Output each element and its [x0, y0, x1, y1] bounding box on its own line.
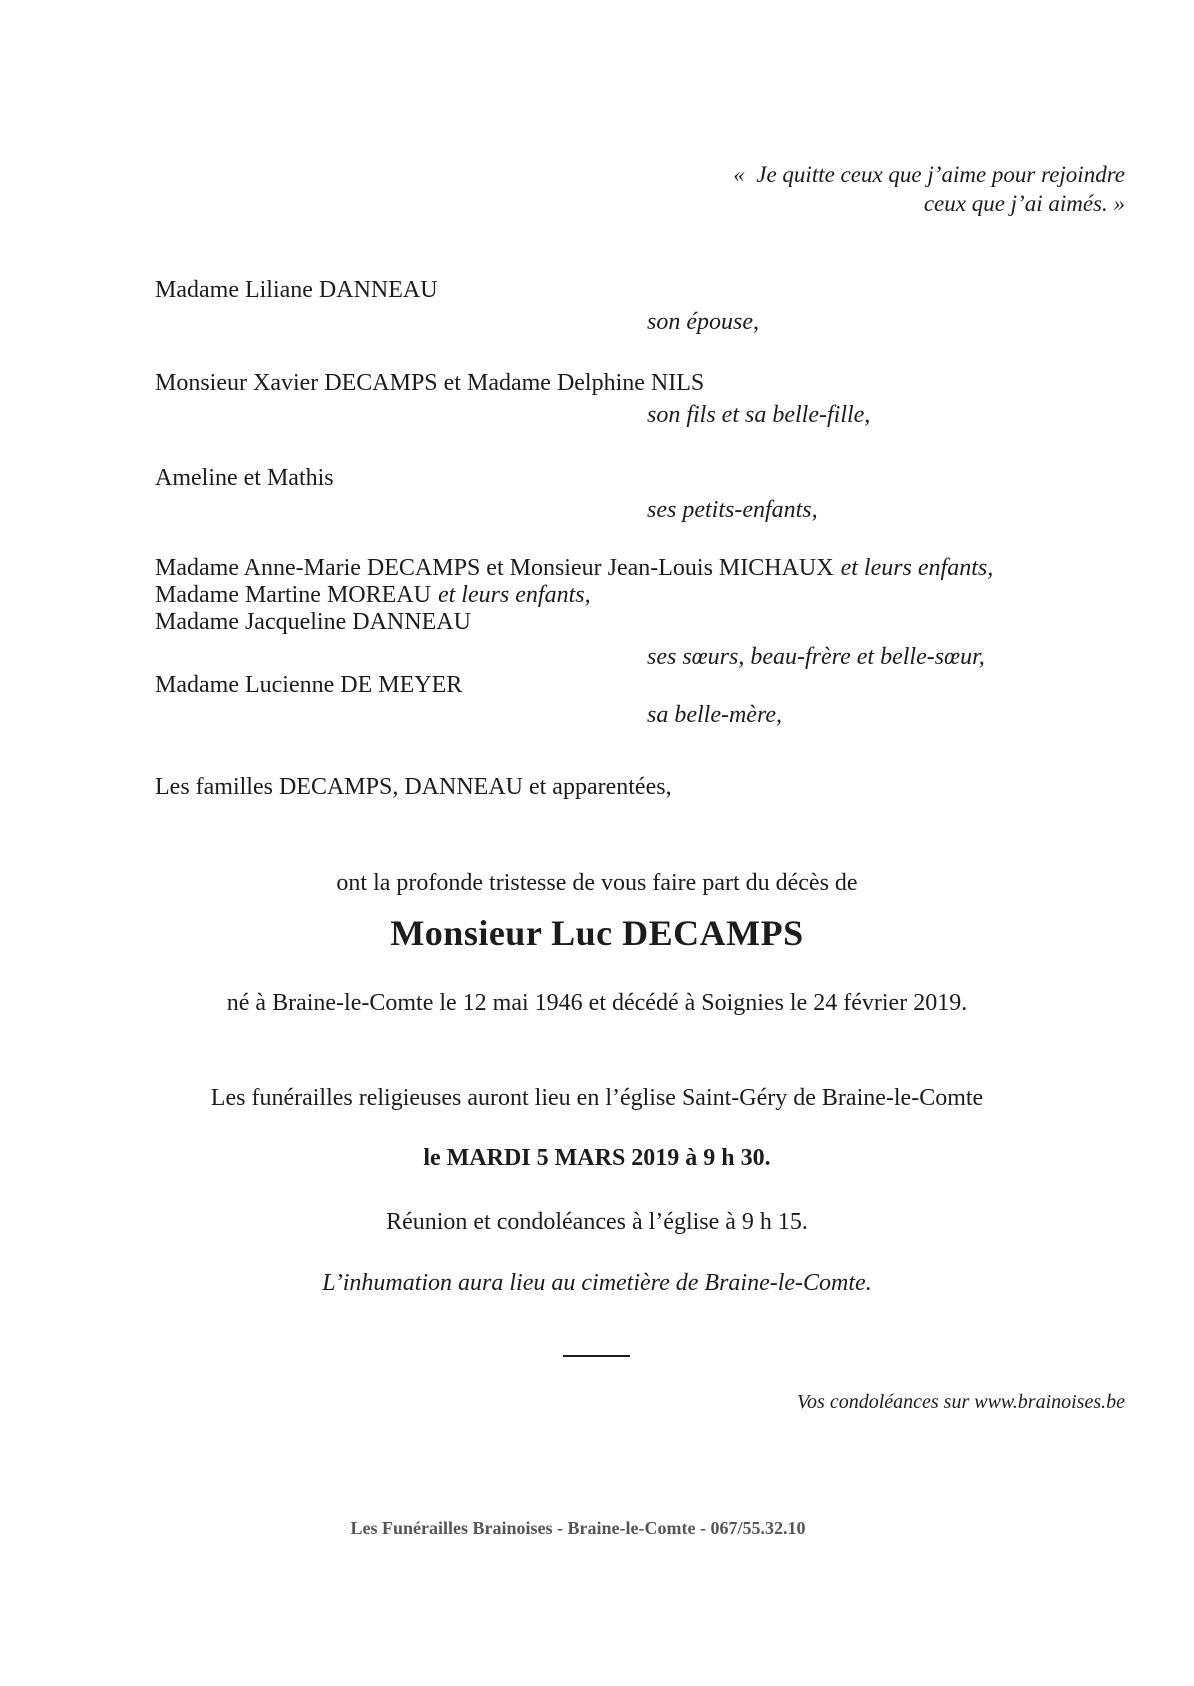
- family-member-sister-1: [155, 555, 993, 582]
- ceremony-church-line: Les funérailles religieuses auront lieu en l’église Saint-Géry de Braine-le-Comte: [210, 1085, 984, 1111]
- life-dates: né à Braine-le-Comte le 12 mai 1946 et décédé à Soignies le 24 février 2019.: [226, 990, 968, 1016]
- relation-son: son fils et sa belle-fille,: [647, 402, 871, 428]
- family-member-son: Monsieur Xavier DECAMPS et Madame Delphine NILS: [155, 370, 705, 396]
- memorial-quote: [733, 160, 1125, 218]
- relation-grandchildren: ses petits-enfants,: [647, 497, 818, 523]
- section-divider-rule: [563, 1355, 630, 1357]
- announcement-intro: ont la profonde tristesse de vous faire part du décès de: [336, 870, 858, 896]
- ceremony-meeting-line: Réunion et condoléances à l’église à 9 h 15.: [386, 1209, 808, 1235]
- family-member-spouse: Madame Liliane DANNEAU: [155, 277, 438, 303]
- funeral-home-footer: Les Funérailles Brainoises - Braine-le-Comte - 067/55.32.10: [350, 1518, 806, 1538]
- family-member-suffix: et leurs enfants,: [840, 555, 994, 581]
- family-member-sister-3: Madame Jacqueline DANNEAU: [155, 609, 471, 635]
- families-line: Les familles DECAMPS, DANNEAU et apparentées,: [155, 774, 672, 800]
- family-member-grandchildren: Ameline et Mathis: [155, 465, 334, 491]
- ceremony-burial-line: L’inhumation aura lieu au cimetière de Braine-le-Comte.: [322, 1270, 872, 1296]
- deceased-name: Monsieur Luc DECAMPS: [390, 913, 804, 953]
- condolences-note: Vos condoléances sur www.brainoises.be: [797, 1391, 1125, 1413]
- relation-spouse: son épouse,: [647, 309, 759, 335]
- family-member-name: Madame Martine MOREAU: [155, 582, 431, 608]
- relation-sisters: ses sœurs, beau-frère et belle-sœur,: [647, 644, 985, 670]
- relation-mother-in-law: sa belle-mère,: [647, 702, 783, 728]
- family-member-mother-in-law: Madame Lucienne DE MEYER: [155, 672, 463, 698]
- family-member-sister-2: [155, 582, 591, 609]
- ceremony-date-line: le MARDI 5 MARS 2019 à 9 h 30.: [423, 1145, 771, 1171]
- family-member-suffix: et leurs enfants,: [437, 582, 591, 608]
- memorial-quote-line-1: « Je quitte ceux que j’aime pour rejoindre: [733, 162, 1125, 187]
- memorial-quote-line-2: ceux que j’ai aimés. »: [923, 191, 1125, 216]
- family-member-name: Madame Anne-Marie DECAMPS et Monsieur Jean-Louis MICHAUX: [155, 555, 834, 581]
